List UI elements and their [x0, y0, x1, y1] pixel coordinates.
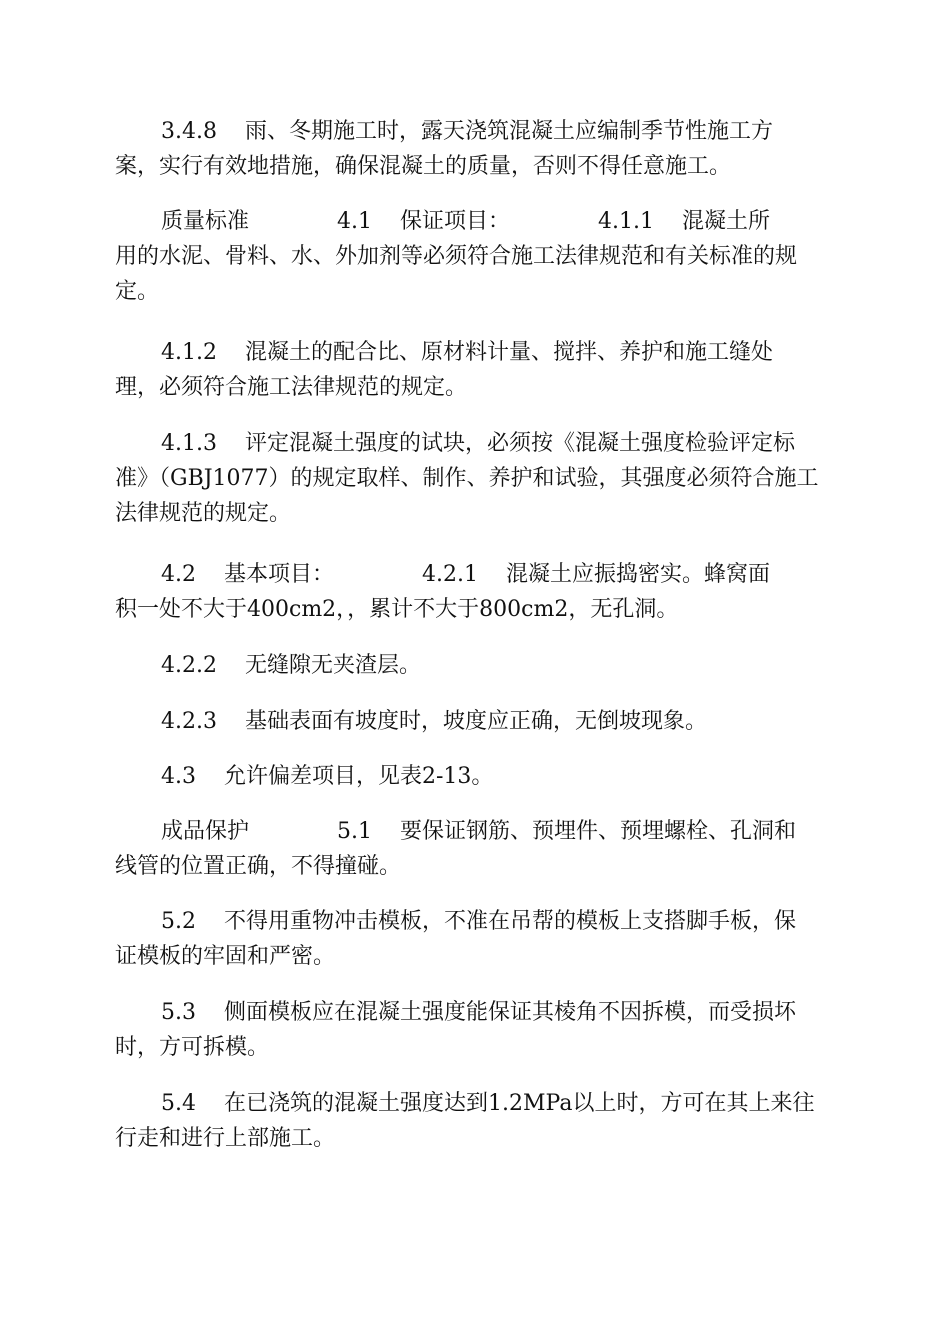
text-line: 允许偏差项目，见表2-13。	[224, 764, 494, 789]
clause-number: 5.2	[161, 909, 196, 934]
clause-number: 4.2.2	[161, 653, 217, 678]
section-title: 成品保护	[161, 819, 250, 844]
clause-number: 4.1	[337, 209, 373, 234]
text-line: 混凝土的配合比、原材料计量、搅拌、养护和施工缝处	[244, 340, 773, 365]
paragraph-5-3	[115, 995, 835, 1065]
text-line: 侧面模板应在混凝土强度能保证其棱角不因拆模，而受损坏	[224, 1000, 797, 1025]
text-line: 证模板的牢固和严密。	[115, 944, 336, 969]
text-line: 法律规范的规定。	[115, 501, 292, 526]
text-line: 不得用重物冲击模板，不准在吊帮的模板上支搭脚手板，保	[224, 909, 797, 934]
clause-number: 4.3	[161, 764, 196, 789]
text-line: 准》（GBJ1077）的规定取样、制作、养护和试验，其强度必须符合施工	[115, 466, 819, 491]
clause-heading: 保证项目：	[400, 209, 511, 234]
text-line: 定。	[115, 279, 160, 304]
text-line: 要保证钢筋、预埋件、预埋螺栓、孔洞和	[400, 819, 797, 844]
text-line: 理，必须符合施工法律规范的规定。	[115, 375, 468, 400]
clause-number: 4.2	[161, 562, 196, 587]
text-line: 行走和进行上部施工。	[115, 1126, 336, 1151]
clause-number: 5.4	[161, 1091, 196, 1116]
paragraph-4-1-2	[115, 335, 835, 405]
text-line: 基础表面有坡度时，坡度应正确，无倒坡现象。	[244, 709, 707, 734]
sub-clause-number: 4.1.1	[598, 209, 655, 234]
paragraph-4-2-2	[115, 648, 835, 683]
paragraph-4-3	[115, 759, 835, 794]
text-line: 在已浇筑的混凝土强度达到1.2MPa以上时，方可在其上来往	[224, 1091, 815, 1116]
section-title: 质量标准	[161, 209, 250, 234]
text-line: 无缝隙无夹渣层。	[244, 653, 421, 678]
clause-number: 4.2.3	[161, 709, 217, 734]
text-line: 混凝土所	[682, 209, 771, 234]
paragraph-4-2	[115, 557, 835, 627]
text-line: 积一处不大于400cm2，，累计不大于800cm2，无孔洞。	[115, 597, 679, 622]
paragraph-5-4	[115, 1086, 835, 1156]
clause-number: 4.1.2	[161, 340, 217, 365]
paragraph-4-1-3	[115, 426, 835, 531]
text-line: 评定混凝土强度的试块，必须按《混凝土强度检验评定标	[244, 431, 795, 456]
clause-number: 5.3	[161, 1000, 196, 1025]
text-line: 雨、冬期施工时，露天浇筑混凝土应编制季节性施工方	[244, 119, 773, 144]
text-line: 线管的位置正确，不得撞碰。	[115, 854, 402, 879]
text-line: 混凝土应振捣密实。蜂窝面	[506, 562, 771, 587]
text-line: 用的水泥、骨料、水、外加剂等必须符合施工法律规范和有关标准的规	[115, 244, 798, 269]
clause-heading: 基本项目：	[224, 562, 335, 587]
clause-number: 3.4.8	[161, 119, 217, 144]
clause-number: 4.1.3	[161, 431, 217, 456]
text-line: 时，方可拆模。	[115, 1035, 270, 1060]
paragraph-3-4-8	[115, 114, 835, 184]
paragraph-4-2-3	[115, 704, 835, 739]
paragraph-5-2	[115, 904, 835, 974]
paragraph-5-1	[115, 814, 835, 884]
paragraph-4-1	[115, 204, 835, 309]
sub-clause-number: 4.2.1	[422, 562, 478, 587]
clause-number: 5.1	[337, 819, 373, 844]
text-line: 案，实行有效地措施，确保混凝土的质量，否则不得任意施工。	[115, 154, 732, 179]
